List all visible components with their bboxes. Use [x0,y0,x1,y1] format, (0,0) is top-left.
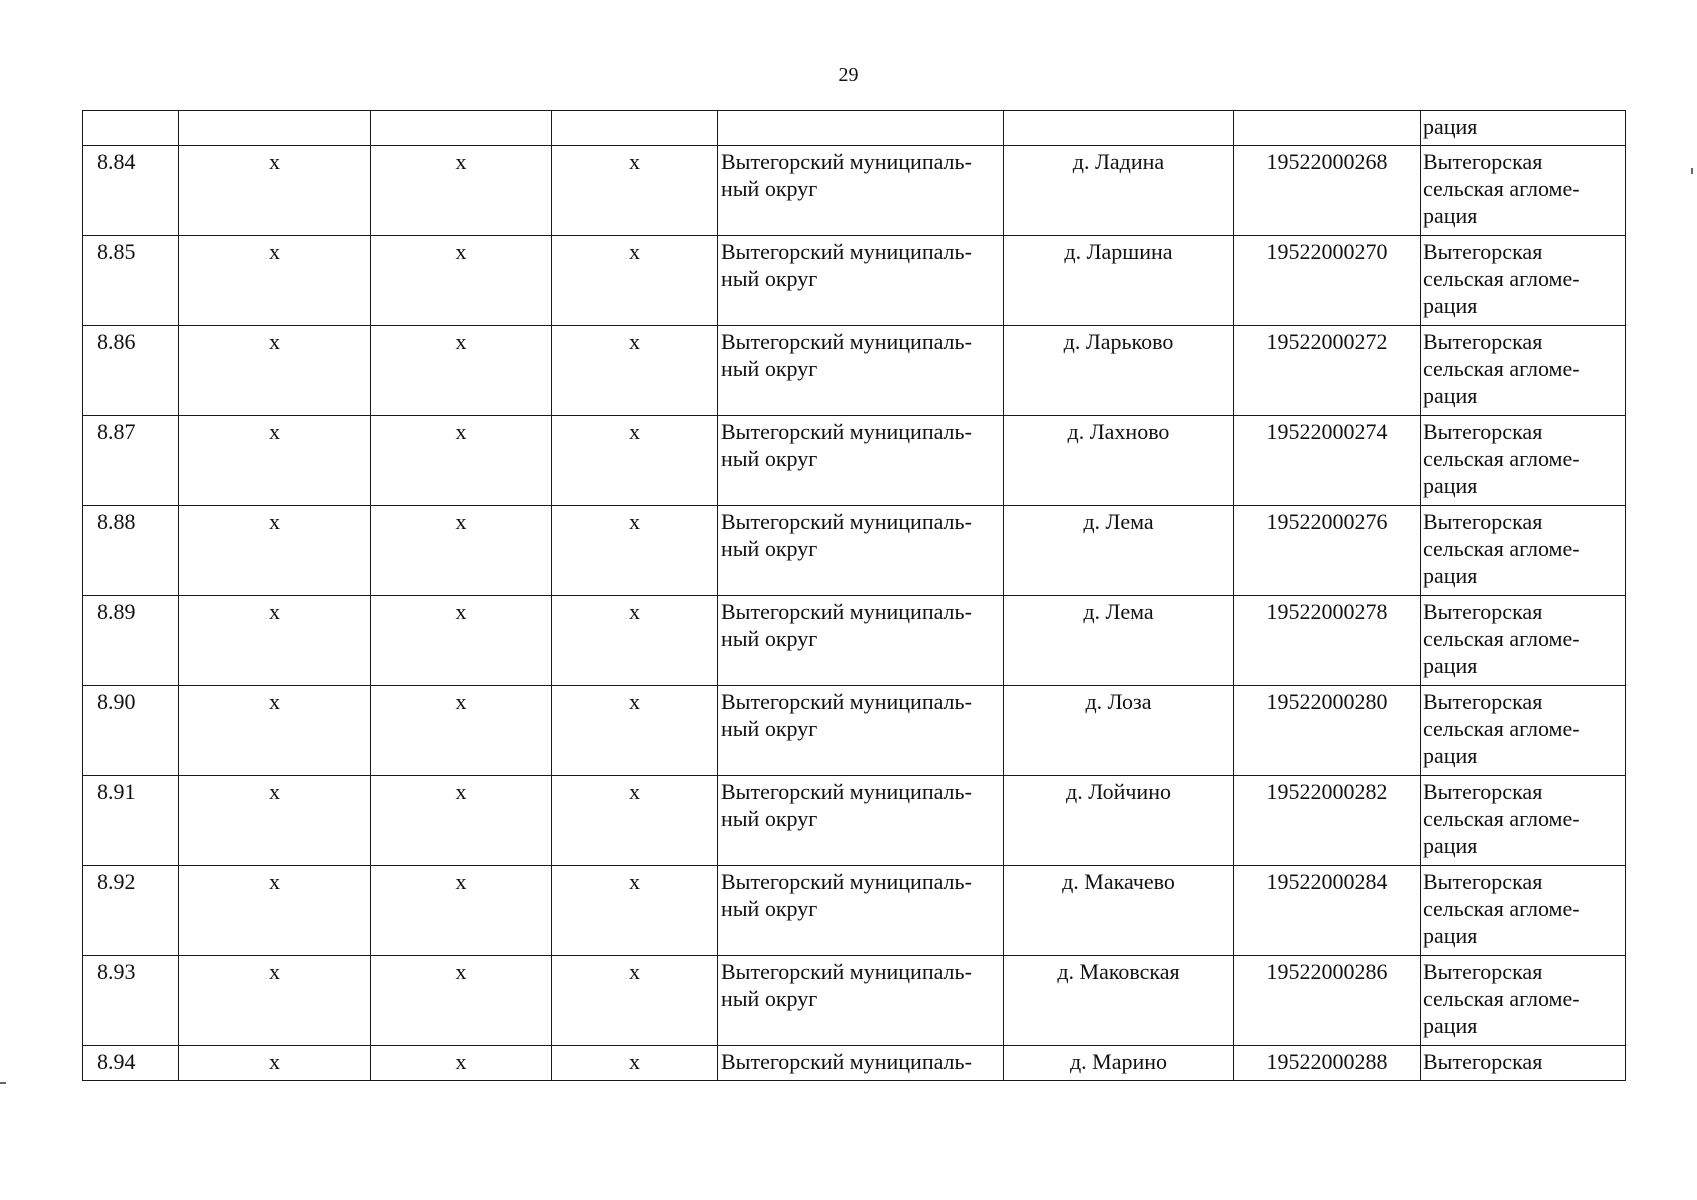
cell-num [83,111,179,146]
table-row [83,866,1626,956]
cell-num: 8.87 [83,416,179,506]
cell-x: x [179,326,371,416]
cell-x: x [179,416,371,506]
cell-x: x [179,236,371,326]
cell-num: 8.86 [83,326,179,416]
cell-num: 8.84 [83,146,179,236]
cell-x: x [552,596,718,686]
cell-x: x [371,326,552,416]
table-row [83,506,1626,596]
table-row [83,326,1626,416]
cell-code: 19522000288 [1234,1046,1421,1081]
cell-x: x [179,1046,371,1081]
cell-code: 19522000268 [1234,146,1421,236]
cell-x: x [371,1046,552,1081]
cell-district [718,111,1004,146]
cell-x: x [552,146,718,236]
cell-locality: д. Лоза [1004,686,1234,776]
cell-num: 8.89 [83,596,179,686]
cell-x: x [552,326,718,416]
cell-district: Вытегорский муниципаль- [718,1046,1004,1081]
cell-type: Вытегорская сельская агломе-рация [1421,506,1626,596]
cell-type: Вытегорская сельская агломе-рация [1421,686,1626,776]
cell-code: 19522000282 [1234,776,1421,866]
cell-district: Вытегорский муниципаль-ный округ [718,236,1004,326]
cell-num: 8.85 [83,236,179,326]
cell-x: x [371,146,552,236]
cell-code: 19522000280 [1234,686,1421,776]
cell-code [1234,111,1421,146]
cell-locality: д. Маковская [1004,956,1234,1046]
cell-num: 8.92 [83,866,179,956]
cell-district: Вытегорский муниципаль-ный округ [718,866,1004,956]
cell-x: x [371,416,552,506]
cell-type: Вытегорская сельская агломе-рация [1421,956,1626,1046]
cell-type: рация [1421,111,1626,146]
cell-locality: д. Марино [1004,1046,1234,1081]
edge-mark-right [1691,168,1693,174]
cell-num: 8.91 [83,776,179,866]
cell-code: 19522000284 [1234,866,1421,956]
cell-type: Вытегорская сельская агломе-рация [1421,146,1626,236]
table-row [83,596,1626,686]
cell-num: 8.94 [83,1046,179,1081]
cell-district: Вытегорский муниципаль-ный округ [718,416,1004,506]
table-row [83,686,1626,776]
cell-code: 19522000286 [1234,956,1421,1046]
cell-district: Вытегорский муниципаль-ный округ [718,506,1004,596]
cell-x: x [371,596,552,686]
cell-x: x [552,506,718,596]
cell-x [179,111,371,146]
cell-locality: д. Ларьково [1004,326,1234,416]
table-row [83,146,1626,236]
cell-x: x [179,146,371,236]
cell-num: 8.88 [83,506,179,596]
cell-x: x [179,956,371,1046]
cell-x: x [371,236,552,326]
cell-district: Вытегорский муниципаль-ный округ [718,956,1004,1046]
cell-type: Вытегорская сельская агломе-рация [1421,776,1626,866]
cell-locality: д. Макачево [1004,866,1234,956]
table-row [83,956,1626,1046]
cell-x: x [552,416,718,506]
cell-locality: д. Лема [1004,506,1234,596]
cell-num: 8.93 [83,956,179,1046]
cell-x: x [179,596,371,686]
cell-x [371,111,552,146]
table-row [83,416,1626,506]
settlements-table [82,110,1626,1081]
cell-x: x [371,866,552,956]
cell-code: 19522000274 [1234,416,1421,506]
cell-x: x [371,506,552,596]
cell-x: x [552,236,718,326]
cell-x: x [179,866,371,956]
cell-locality: д. Ларшина [1004,236,1234,326]
cell-x: x [552,866,718,956]
cell-code: 19522000278 [1234,596,1421,686]
cell-x: x [371,776,552,866]
cell-locality: д. Лема [1004,596,1234,686]
cell-x: x [371,956,552,1046]
cell-x: x [179,776,371,866]
cell-x: x [552,686,718,776]
edge-mark-left [0,1082,6,1084]
cell-x [552,111,718,146]
cell-district: Вытегорский муниципаль-ный округ [718,146,1004,236]
cell-x: x [552,1046,718,1081]
cell-x: x [179,686,371,776]
table-row-partial [83,1046,1626,1081]
cell-type: Вытегорская сельская агломе-рация [1421,866,1626,956]
cell-type: Вытегорская [1421,1046,1626,1081]
cell-x: x [179,506,371,596]
cell-code: 19522000270 [1234,236,1421,326]
cell-x: x [552,956,718,1046]
table-row-continued [83,111,1626,146]
cell-district: Вытегорский муниципаль-ный округ [718,776,1004,866]
cell-district: Вытегорский муниципаль-ный округ [718,686,1004,776]
cell-district: Вытегорский муниципаль-ный округ [718,326,1004,416]
cell-locality: д. Ладина [1004,146,1234,236]
cell-district: Вытегорский муниципаль-ный округ [718,596,1004,686]
table-row [83,236,1626,326]
cell-locality: д. Лойчино [1004,776,1234,866]
cell-type: Вытегорская сельская агломе-рация [1421,236,1626,326]
cell-code: 19522000272 [1234,326,1421,416]
cell-locality [1004,111,1234,146]
cell-code: 19522000276 [1234,506,1421,596]
cell-type: Вытегорская сельская агломе-рация [1421,596,1626,686]
cell-type: Вытегорская сельская агломе-рация [1421,416,1626,506]
cell-x: x [552,776,718,866]
page-number: 29 [838,64,859,86]
cell-num: 8.90 [83,686,179,776]
table-row [83,776,1626,866]
cell-x: x [371,686,552,776]
cell-locality: д. Лахново [1004,416,1234,506]
cell-type: Вытегорская сельская агломе-рация [1421,326,1626,416]
